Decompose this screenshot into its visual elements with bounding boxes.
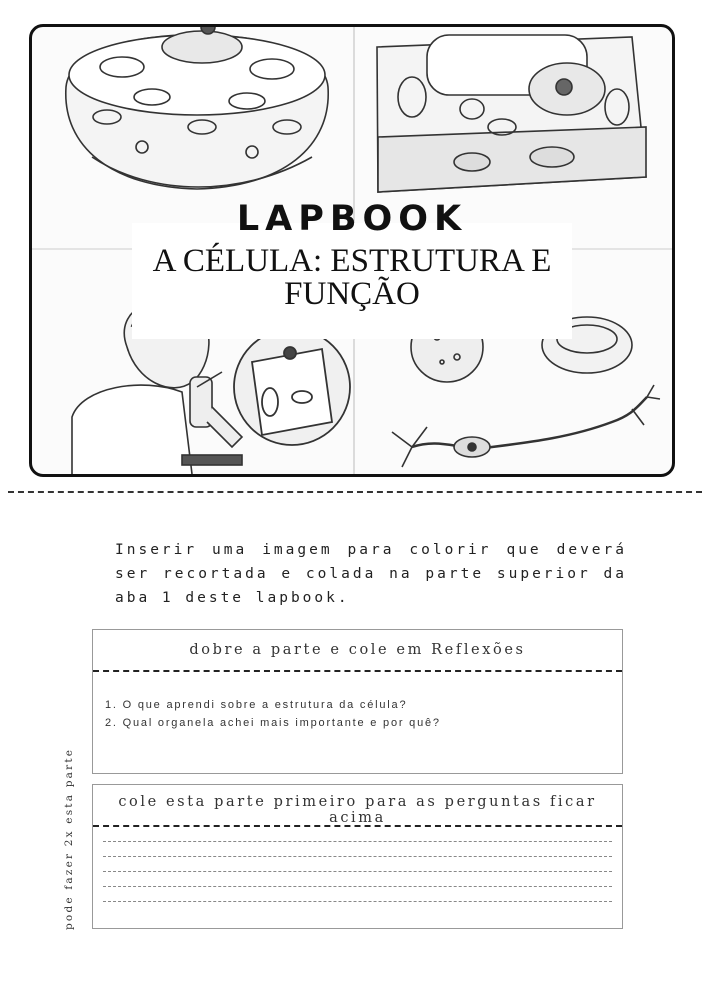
question-list (105, 696, 441, 732)
writing-line (103, 856, 612, 857)
cover-title: LAPBOOK (236, 199, 468, 239)
flap-title: dobre a parte e cole em Reflexões (189, 642, 526, 658)
animal-cell-drawing (66, 27, 328, 189)
base-flap (92, 784, 623, 929)
reflexoes-flap (92, 629, 623, 774)
lapbook-cover (29, 24, 675, 477)
question-item: 1. O que aprendi sobre a estrutura da célula? (105, 699, 408, 711)
writing-line (103, 901, 612, 902)
plant-cell-drawing (377, 35, 646, 192)
magnified-cell-circle (234, 329, 350, 445)
writing-line (103, 886, 612, 887)
writing-line (103, 841, 612, 842)
fold-line (93, 825, 622, 827)
side-note: pode fazer 2x esta parte (63, 747, 75, 930)
question-item: 2. Qual organela achei mais importante e por quê? (105, 717, 441, 729)
fold-line (93, 670, 622, 672)
instruction-text: Inserir uma imagem para colorir que deverá ser recortada e colada na parte superior da aba 1 deste lapbook. (115, 542, 627, 606)
writing-lines (103, 841, 612, 916)
writing-line (103, 871, 612, 872)
cut-line (8, 491, 702, 493)
flap-title: cole esta parte primeiro para as perguntas ficar acima (118, 794, 597, 826)
cover-subtitle: A CÉLULA: ESTRUTURA E FUNÇÃO (152, 243, 552, 312)
